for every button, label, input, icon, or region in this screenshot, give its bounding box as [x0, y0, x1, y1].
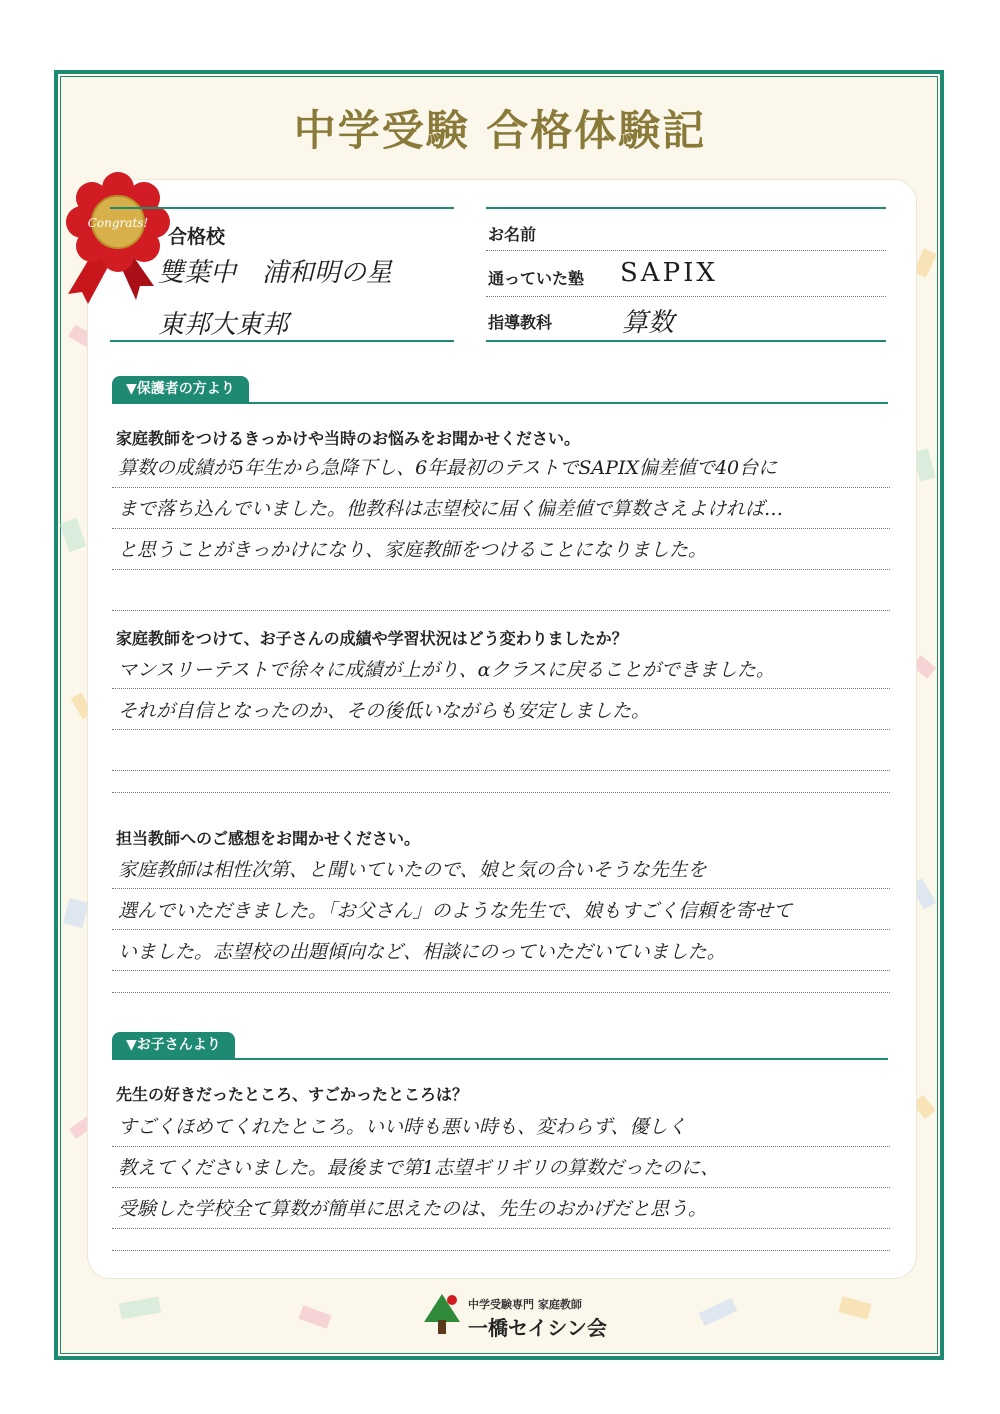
- parent-question-2: 家庭教師をつけて、お子さんの成績や学習状況はどう変わりましたか？: [116, 629, 628, 648]
- answer-line: [112, 992, 890, 993]
- answer-text-line: 受験した学校全て算数が簡単に思えたのは、先生のおかげだと思う。: [118, 1198, 708, 1220]
- answer-text-line: それが自信となったのか、その後低いながらも安定しました。: [118, 700, 651, 722]
- answer-text-line: すごくほめてくれたところ。いい時も悪い時も、変わらず、優しく: [118, 1116, 687, 1138]
- juku-value: SAPIX: [620, 258, 718, 288]
- parent-section-line: [112, 402, 888, 404]
- company-logo: [420, 1290, 620, 1340]
- parent-question-3: 担当教師へのご感想をお聞かせください。: [116, 829, 421, 848]
- tree-logo-icon: [420, 1290, 464, 1340]
- subject-label: 指導教科: [488, 313, 553, 332]
- profile-right-top-line: [486, 207, 886, 209]
- answer-line: [112, 792, 890, 793]
- parent-answer-1: [118, 448, 898, 571]
- page-title: 中学受験 合格体験記: [293, 106, 707, 155]
- juku-row-line: [486, 296, 886, 297]
- answer-text-line: マンスリーテストで徐々に成績が上がり、αクラスに戻ることができました。: [118, 659, 775, 681]
- answer-line: [112, 770, 890, 771]
- parent-answer-2: [118, 650, 898, 732]
- subject-value: 算数: [622, 308, 675, 338]
- parent-section-tab: ▼保護者の方より: [112, 376, 249, 402]
- child-section-tab: ▼お子さんより: [112, 1032, 235, 1058]
- juku-label: 通っていた塾: [488, 269, 585, 288]
- school-label: 合格校: [168, 226, 226, 248]
- child-question-1: 先生の好きだったところ、すごかったところは？: [116, 1085, 469, 1104]
- name-row-line: [486, 250, 886, 251]
- answer-text-line: 選んでいただきました。「お父さん」のような先生で、娘もすごく信頼を寄せて: [118, 900, 793, 922]
- name-label: お名前: [488, 225, 537, 244]
- answer-line: [112, 1250, 890, 1251]
- badge-text: Congrats!: [87, 216, 149, 230]
- parent-answer-3: [118, 850, 898, 973]
- answer-text-line: 算数の成績が5年生から急降下し、6年最初のテストでSAPIX偏差値で40台に: [118, 457, 778, 479]
- profile-left-top-line: [110, 207, 454, 209]
- school-line-2: 東邦大東邦: [158, 310, 289, 340]
- parent-question-1: 家庭教師をつけるきっかけや当時のお悩みをお聞かせください。: [116, 429, 581, 448]
- logo-main-text: 一橋セイシン会: [468, 1316, 607, 1340]
- answer-text-line: まで落ち込んでいました。他教科は志望校に届く偏差値で算数さえよければ…: [118, 498, 784, 520]
- profile-left-bottom-line: [110, 340, 454, 342]
- answer-text-line: いました。志望校の出題傾向など、相談にのっていただいていました。: [118, 941, 726, 963]
- logo-small-text: 中学受験専門 家庭教師: [468, 1298, 582, 1311]
- answer-line: [112, 610, 890, 611]
- answer-text-line: 教えてくださいました。最後まで第1志望ギリギリの算数だったのに、: [118, 1157, 720, 1179]
- school-line-1: 雙葉中 浦和明の星: [158, 258, 393, 288]
- child-answer-1: [118, 1107, 898, 1230]
- profile-right-bottom-line: [486, 340, 886, 342]
- child-section-line: [112, 1058, 888, 1060]
- answer-text-line: と思うことがきっかけになり、家庭教師をつけることになりました。: [118, 539, 708, 561]
- answer-text-line: 家庭教師は相性次第、と聞いていたので、娘と気の合いそうな先生を: [118, 859, 707, 881]
